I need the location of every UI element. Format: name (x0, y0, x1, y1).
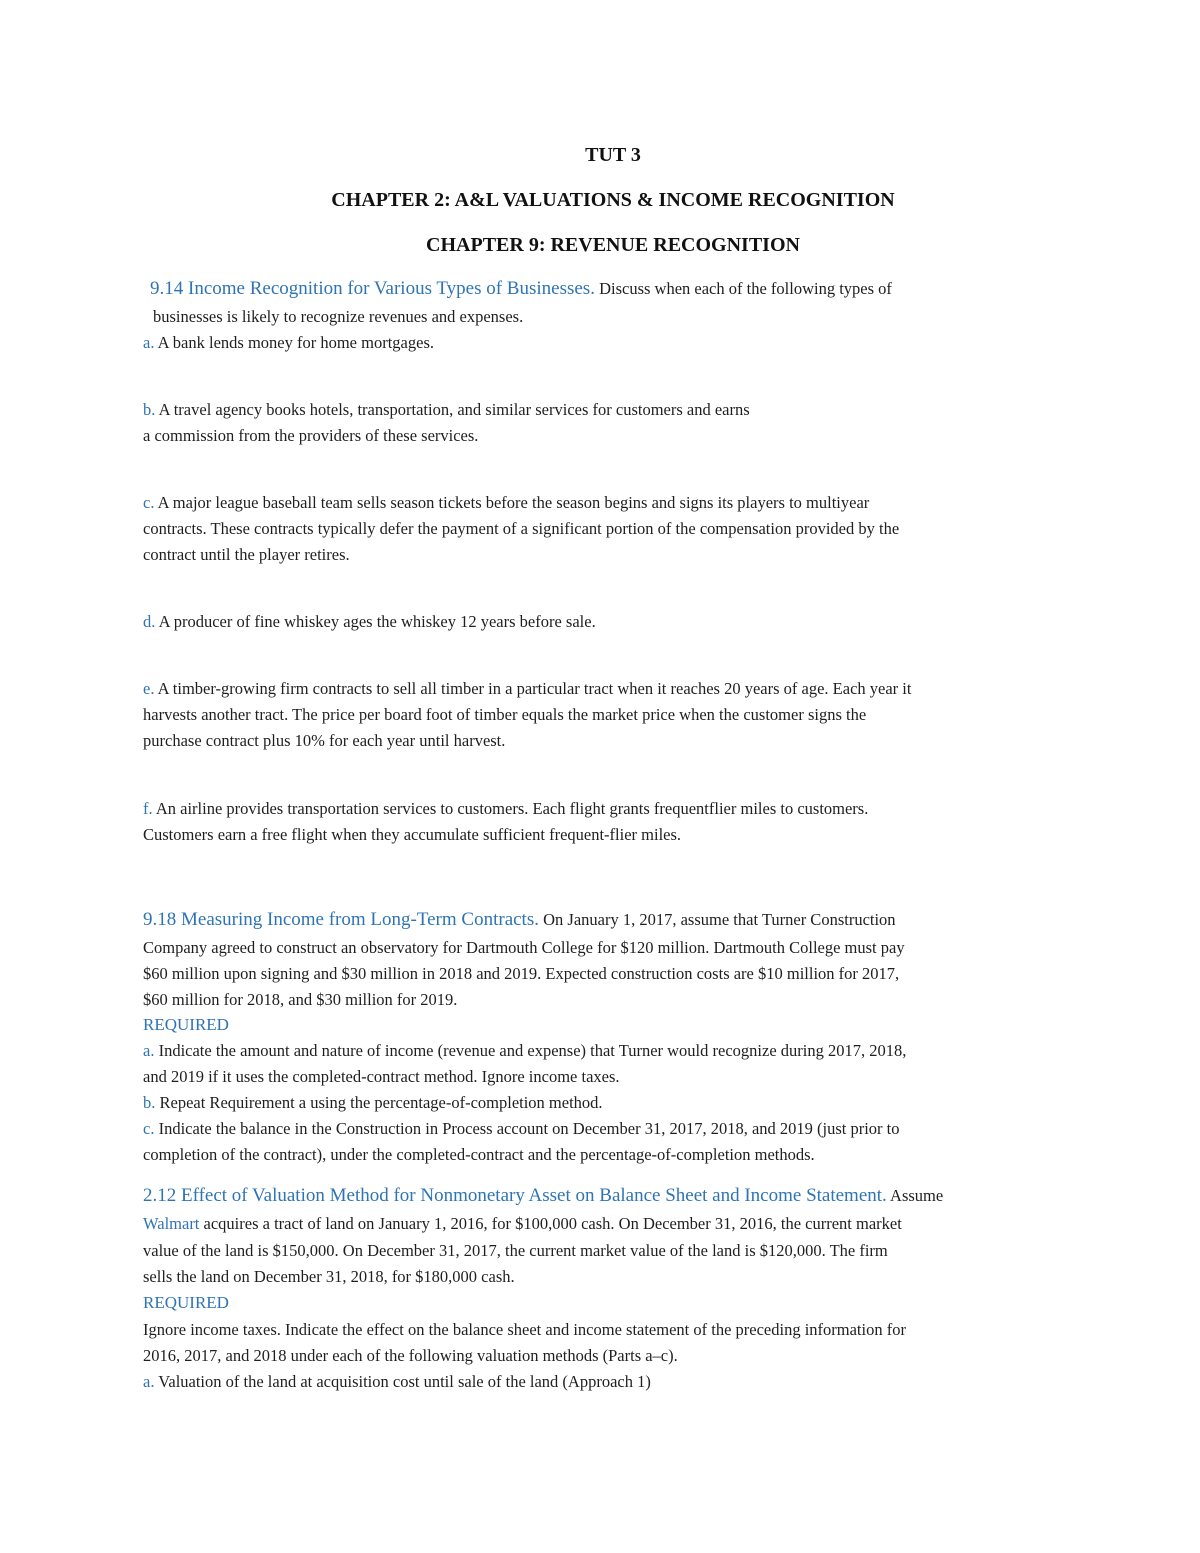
q918-required: REQUIRED (143, 1015, 229, 1034)
q914-heading-line (150, 279, 892, 299)
q212-required: REQUIRED (143, 1293, 229, 1312)
q914-item-b (143, 400, 750, 420)
q914-intro-2: businesses is likely to recognize revenues and expenses. (153, 307, 524, 326)
q914-intro-1: Discuss when each of the following types of (594, 279, 892, 298)
q212-heading-line (143, 1186, 943, 1206)
q918-text-3: $60 million upon signing and $30 million in 2018 and 2019. Expected construction costs are $10 million for 2017, (143, 964, 900, 983)
q914-d-text: A producer of fine whiskey ages the whiskey 12 years before sale. (155, 612, 596, 631)
q914-item-f (143, 799, 868, 819)
q918-a-text-2: and 2019 if it uses the completed-contract method. Ignore income taxes. (143, 1067, 620, 1086)
q918-item-c (143, 1119, 900, 1139)
q914-a-label: a. (143, 333, 155, 352)
q914-f-text-2: Customers earn a free flight when they accumulate sufficient frequent-flier miles. (143, 825, 682, 844)
q914-c-text-3: contract until the player retires. (143, 545, 350, 564)
chapter-2-title: CHAPTER 2: A&L VALUATIONS & INCOME RECOGNITION (331, 189, 895, 211)
q918-heading: 9.18 Measuring Income from Long-Term Contracts. (143, 909, 539, 930)
q212-a-label: a. (143, 1372, 155, 1391)
q212-req-1: Ignore income taxes. Indicate the effect on the balance sheet and income statement of the preceding information for (143, 1320, 906, 1339)
q914-item-d (143, 612, 596, 632)
q918-text-4: $60 million for 2018, and $30 million for 2019. (143, 990, 458, 1009)
q914-e-text-1: A timber-growing firm contracts to sell all timber in a particular tract when it reaches 20 years of age. Each year it (154, 679, 912, 698)
q918-c-text-1: Indicate the balance in the Construction in Process account on December 31, 2017, 2018, and 2019 (just prior to (154, 1119, 900, 1138)
q212-heading: 2.12 Effect of Valuation Method for Nonmonetary Asset on Balance Sheet and Income Statement. (143, 1185, 887, 1206)
q918-heading-line (143, 910, 896, 930)
q914-b-text-1: A travel agency books hotels, transportation, and similar services for customers and earns (155, 400, 750, 419)
q914-item-e (143, 679, 911, 699)
q914-b-text-2: a commission from the providers of these services. (143, 426, 479, 445)
q914-d-label: d. (143, 612, 156, 631)
q212-a-text: Valuation of the land at acquisition cost until sale of the land (Approach 1) (154, 1372, 651, 1391)
q914-f-label: f. (143, 799, 153, 818)
q212-item-a (143, 1372, 651, 1392)
q914-c-text-1: A major league baseball team sells season tickets before the season begins and signs its players to multiyear (154, 493, 870, 512)
q914-c-text-2: contracts. These contracts typically defer the payment of a significant portion of the compensation provided by the (143, 519, 900, 538)
q914-e-text-2: harvests another tract. The price per board foot of timber equals the market price when the customer signs the (143, 705, 867, 724)
q918-b-label: b. (143, 1093, 156, 1112)
q914-e-label: e. (143, 679, 155, 698)
q914-item-a (143, 333, 434, 353)
chapter-9-title: CHAPTER 9: REVENUE RECOGNITION (426, 234, 800, 256)
q212-text-2: acquires a tract of land on January 1, 2016, for $100,000 cash. On December 31, 2016, the current market (199, 1214, 902, 1233)
q918-item-b (143, 1093, 603, 1113)
q918-a-text-1: Indicate the amount and nature of income (revenue and expense) that Turner would recognize during 2017, 2018, (154, 1041, 907, 1060)
q914-item-c (143, 493, 869, 513)
q918-c-text-2: completion of the contract), under the completed-contract and the percentage-of-completion methods. (143, 1145, 815, 1164)
q212-text-3: value of the land is $150,000. On December 31, 2017, the current market value of the land is $120,000. The firm (143, 1241, 888, 1260)
q914-f-text-1: An airline provides transportation services to customers. Each flight grants frequentflier miles to customers. (152, 799, 869, 818)
q914-a-text: A bank lends money for home mortgages. (154, 333, 434, 352)
tut-title: TUT 3 (585, 144, 641, 166)
q914-heading: 9.14 Income Recognition for Various Types of Businesses. (150, 278, 595, 299)
q918-item-a (143, 1041, 906, 1061)
q918-a-label: a. (143, 1041, 155, 1060)
q212-text-4: sells the land on December 31, 2018, for $180,000 cash. (143, 1267, 515, 1286)
q918-c-label: c. (143, 1119, 155, 1138)
q212-req-2: 2016, 2017, and 2018 under each of the following valuation methods (Parts a–c). (143, 1346, 678, 1365)
q918-text-2: Company agreed to construct an observatory for Dartmouth College for $120 million. Dartmouth College must pay (143, 938, 905, 957)
q918-text-1: On January 1, 2017, assume that Turner Construction (539, 910, 896, 929)
q918-b-text: Repeat Requirement a using the percentage-of-completion method. (155, 1093, 603, 1112)
walmart-link[interactable]: Walmart (143, 1214, 200, 1233)
q914-e-text-3: purchase contract plus 10% for each year until harvest. (143, 731, 506, 750)
q212-line-2 (143, 1214, 902, 1234)
q914-b-label: b. (143, 400, 156, 419)
q914-c-label: c. (143, 493, 155, 512)
q212-text-1-tail: Assume (886, 1186, 944, 1205)
